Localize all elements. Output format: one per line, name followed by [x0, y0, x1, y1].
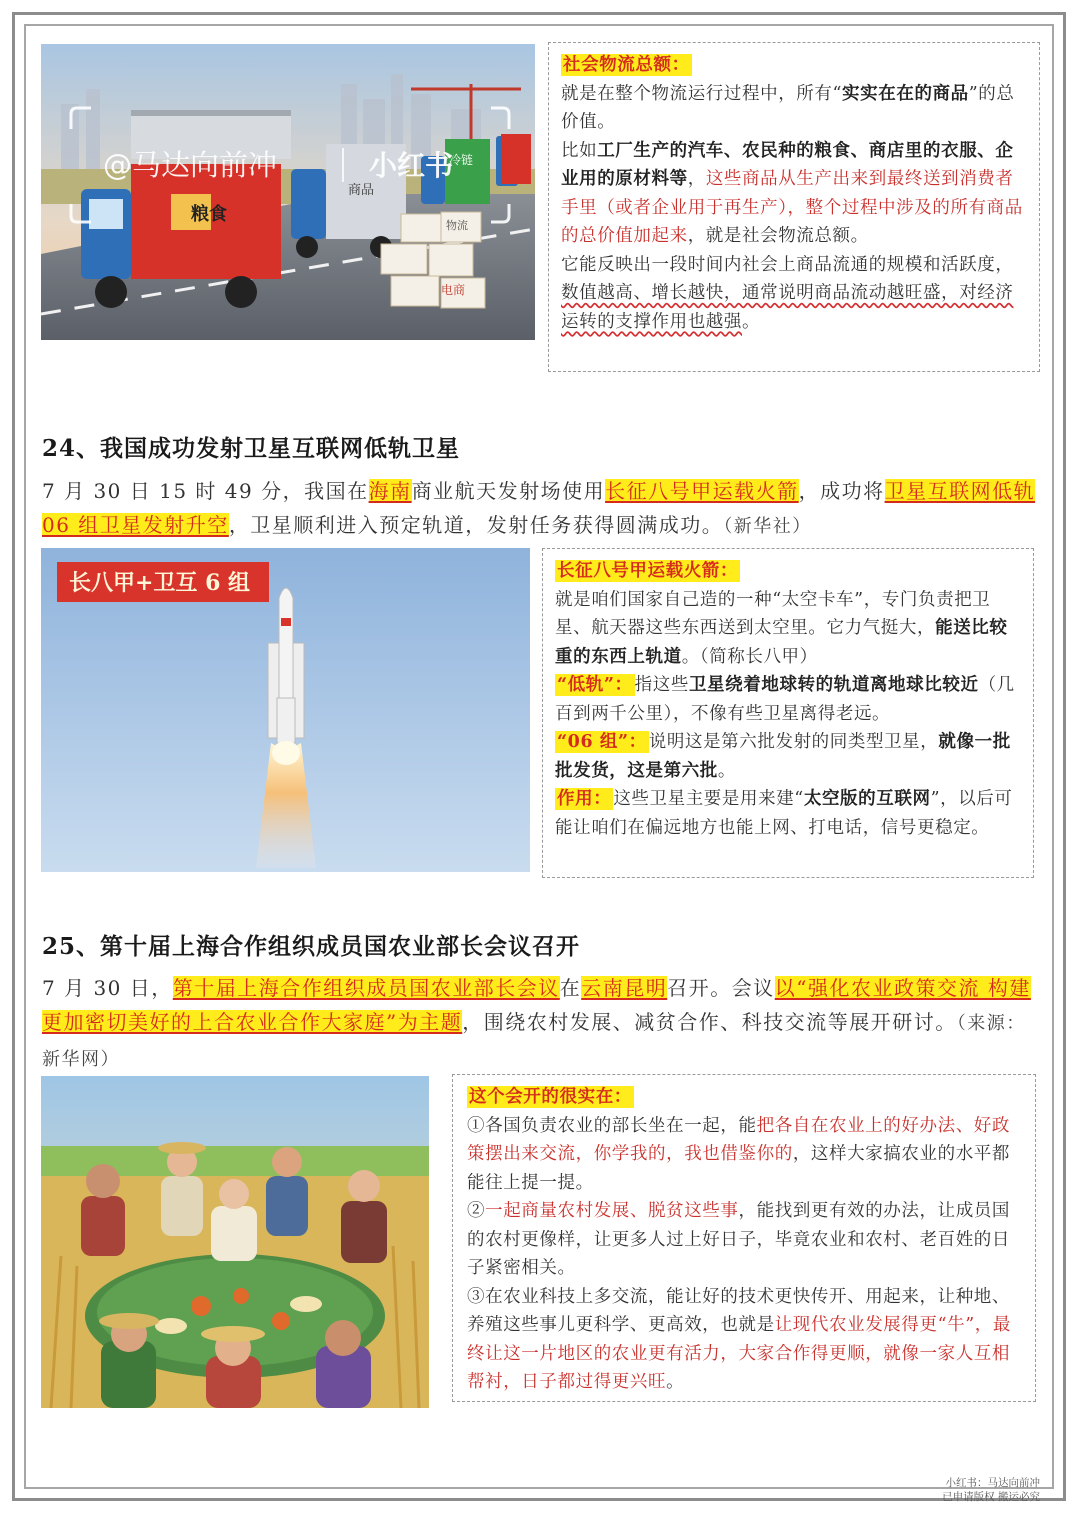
parcel-label-logistics: 物流: [446, 219, 468, 232]
para-text: 商业航天发射场使用: [411, 479, 606, 503]
note-text: 说明这是第六批发射的同类型卫星，: [648, 732, 939, 752]
note-text: ，就是社会物流总额。: [687, 226, 869, 246]
para-text: 召开。会议: [667, 976, 775, 1000]
rocket-launch-svg: [41, 548, 530, 872]
rocket-launch-photo: [41, 548, 530, 872]
note-text: ③在农业科技上多交流，能让好的技术更快传开、用起来，让种地、养殖这些事儿更科学、更高效，也就是: [467, 1286, 1010, 1335]
para-text: 7 月 30 日 15 时 49 分，我国在: [42, 479, 369, 503]
parcel-label-ecommerce: 电商: [441, 283, 466, 297]
section-24-heading: 24、我国成功发射卫星互联网低轨卫星: [42, 435, 461, 462]
farmers-meeting-illustration: [41, 1076, 429, 1408]
para-source: （来源：新华网）: [42, 1013, 1026, 1070]
note-text: ，这样大家搞农业的水平都能往上提一提。: [467, 1144, 1011, 1193]
para-highlight: 第十届上海合作组织成员国农业部长会议: [172, 976, 560, 1000]
footer-line-2: 已申请版权 搬运必究: [942, 1491, 1040, 1503]
para-highlight: 以“强化农业政策交流 构建更加密切美好的上合农业合作大家庭”为主题: [42, 976, 1031, 1034]
note-text: 。: [717, 760, 737, 781]
note-red: 一起商量农村发展、脱贫这些事: [485, 1201, 739, 1221]
note-bold: 实实在在的商品: [842, 83, 969, 104]
note-text: 这些卫星主要是用来建“: [613, 789, 804, 809]
note-subtitle: “06 组”：: [557, 732, 647, 752]
note-bold: 卫星绕着地球转的轨道离地球比较近: [688, 675, 979, 695]
footer-copyright: [942, 1476, 1040, 1504]
para-text: ，围绕农村发展、减贫合作、科技交流等展开研讨。: [462, 1010, 957, 1034]
footer-line-1: 小红书：马达向前冲: [945, 1477, 1040, 1489]
para-text: 7 月 30 日，: [42, 976, 173, 1000]
logistics-illustration-svg: [41, 44, 535, 340]
note-text: 它能反映出一段时间内社会上商品流通的规模和活跃度，: [561, 254, 1014, 275]
note-text: ”的总价值。: [561, 83, 1015, 132]
note-sco-agriculture: [452, 1074, 1036, 1402]
note-text: 。: [666, 1372, 685, 1392]
para-text: 在: [559, 976, 582, 1000]
note-bold: 就像一批批发货，这是第六批: [555, 732, 1011, 781]
section-24-paragraph: [42, 474, 1038, 544]
note-text: 指这些: [634, 675, 689, 695]
note-text: （几百到两千公里），不像有些卫星离得老远。: [555, 675, 1015, 724]
note-red: 这些商品从生产出来到最终送到消费者手里（或者企业用于再生产），整个过程中涉及的所有商品的总价值加起来: [561, 169, 1023, 246]
note-text: 比如: [561, 140, 598, 161]
section-25-paragraph: [42, 971, 1038, 1077]
watermark-user: @马达向前冲: [103, 148, 278, 182]
section-25-heading: 25、第十届上海合作组织成员国农业部长会议召开: [42, 933, 581, 960]
note-red: 把各自在农业上的好办法、好政策摆出来交流，你学我的，我也借鉴你的: [467, 1115, 1011, 1164]
truck-label-goods: 商品: [348, 183, 375, 198]
para-highlight: 海南: [368, 479, 412, 503]
note-text: 。: [742, 311, 761, 332]
para-text: ，成功将: [798, 479, 885, 503]
farmers-meeting-svg: [41, 1076, 429, 1408]
note-text: ①各国负责农业的部长坐在一起，能: [467, 1115, 757, 1136]
note-bold: 能送比较重的东西上轨道: [555, 618, 1008, 667]
watermark-brand: 小红书: [369, 149, 454, 182]
note-bold: 太空版的互联网: [803, 789, 931, 809]
para-text: ，卫星顺利进入预定轨道，发射任务获得圆满成功。: [228, 513, 724, 537]
note-text: ”，以后可能让咱们在偏远地方也能上网、打电话，信号更稳定。: [555, 789, 1013, 838]
note-text: 就是在整个物流运行过程中，所有“: [561, 83, 843, 104]
note-social-logistics: [548, 42, 1040, 372]
note-text: 。（简称长八甲）: [681, 646, 818, 667]
note-text: ，: [687, 169, 706, 189]
note-subtitle: 作用：: [557, 789, 612, 809]
truck-label-cold: 冷链: [449, 153, 474, 167]
logistics-illustration: [41, 44, 535, 340]
note-title: 长征八号甲运载火箭：: [557, 561, 738, 581]
para-source: （新华社）: [723, 516, 812, 537]
rocket-caption: 长八甲+卫互 6 组: [69, 570, 251, 596]
para-highlight: 长征八号甲运载火箭: [605, 479, 799, 503]
truck-label-grain: 粮食: [191, 204, 227, 225]
note-long-march-8a: [542, 548, 1034, 878]
note-text: ②: [467, 1201, 486, 1221]
note-title: 这个会开的很实在：: [469, 1087, 632, 1107]
note-red: 让现代农业发展得更“牛”，最终让这一片地区的农业更有活力，大家合作得更顺，就像一家人互相帮衬，日子都过得更兴旺: [467, 1315, 1011, 1392]
para-highlight: 云南昆明: [581, 976, 668, 1000]
note-bold: 工厂生产的汽车、农民种的粮食、商店里的衣服、企业用的原材料等: [561, 140, 1014, 189]
note-subtitle: “低轨”：: [557, 675, 633, 695]
note-wavy: 数值越高、增长越快，通常说明商品流动越旺盛，对经济运转的支撑作用也越强: [561, 283, 1014, 332]
note-title: 社会物流总额：: [563, 55, 690, 75]
note-text: 就是咱们国家自己造的一种“太空卡车”，专门负责把卫星、航天器这些东西送到太空里。它力气挺大，: [555, 589, 991, 638]
para-highlight: 卫星互联网低轨 06 组卫星发射升空: [42, 479, 1036, 537]
note-text: ，能找到更有效的办法，让成员国的农村更像样，让更多人过上好日子，毕竟农业和农村、老百姓的日子紧密相关。: [467, 1201, 1011, 1278]
